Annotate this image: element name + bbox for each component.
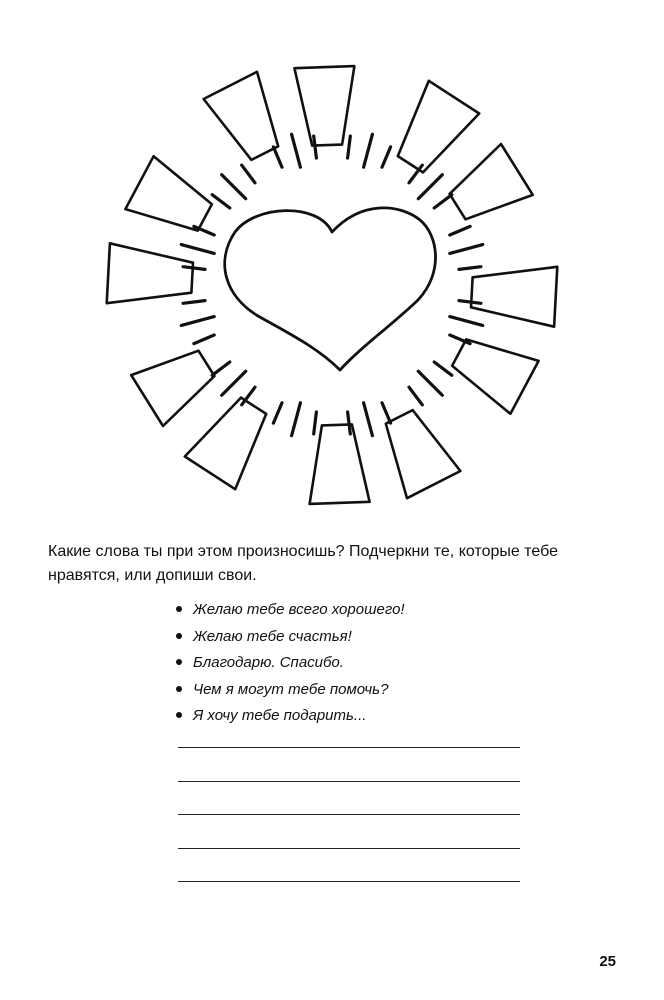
answer-line[interactable]: [178, 747, 520, 748]
answer-line[interactable]: [178, 881, 520, 882]
sun-dash-stroke: [222, 175, 246, 199]
sun-dash-stroke: [292, 403, 301, 436]
sun-dash-stroke: [434, 362, 452, 375]
question-text: Какие слова ты при этом произносишь? Подчеркни те, которые тебе нравятся, или допиши свои.: [48, 543, 558, 584]
sun-ray: [185, 398, 266, 490]
sun-dash-stroke: [181, 245, 214, 254]
sun-dash-stroke: [183, 301, 205, 304]
sun-dash-stroke: [242, 165, 255, 183]
sun-ray: [294, 66, 354, 146]
sun-dash-stroke: [212, 362, 230, 375]
bullet-icon: [176, 633, 182, 639]
phrase-text[interactable]: Благодарю. Спасибо.: [193, 654, 344, 671]
sun-dash-stroke: [292, 134, 301, 167]
sun-dash-stroke: [364, 134, 373, 167]
sun-dash-stroke: [273, 147, 282, 167]
sun-dash-stroke: [418, 175, 442, 199]
sun-dash-strokes: [181, 134, 482, 435]
sun-dash-stroke: [434, 195, 452, 208]
sun-dash-stroke: [212, 195, 230, 208]
phrase-text[interactable]: Желаю тебе всего хорошего!: [193, 601, 405, 618]
sun-ray: [310, 424, 370, 504]
phrase-text[interactable]: Чем я могут тебе помочь?: [193, 680, 389, 698]
sun-ray: [386, 410, 461, 498]
sun-dash-stroke: [418, 371, 442, 395]
sun-dash-stroke: [459, 267, 481, 270]
sun-dash-stroke: [459, 301, 481, 304]
sun-dash-stroke: [314, 412, 317, 434]
sun-dash-stroke: [194, 335, 214, 344]
answer-line[interactable]: [178, 781, 520, 782]
sun-dash-stroke: [409, 387, 422, 405]
sun-dash-stroke: [382, 403, 391, 423]
sun-ray: [450, 144, 533, 219]
sun-dash-stroke: [181, 317, 214, 326]
sun-ray: [471, 267, 557, 327]
sun-ray: [452, 339, 538, 413]
page-number: 25: [599, 953, 616, 970]
sun-dash-stroke: [273, 403, 282, 423]
sun-dash-stroke: [222, 371, 246, 395]
sun-ray: [204, 72, 279, 160]
bullet-icon: [176, 686, 182, 692]
phrase-item: [176, 650, 405, 677]
sun-ray: [125, 156, 211, 230]
phrase-text[interactable]: Желаю тебе счастья!: [193, 627, 352, 645]
phrase-text[interactable]: Я хочу тебе подарить...: [193, 707, 367, 724]
heart-shape: [225, 208, 436, 370]
answer-lines: [178, 747, 520, 915]
answer-line[interactable]: [178, 814, 520, 815]
bullet-icon: [176, 606, 182, 612]
sun-dash-stroke: [314, 136, 317, 158]
sun-ray: [398, 81, 479, 173]
sun-dash-stroke: [450, 317, 483, 326]
sun-rays: [107, 66, 558, 504]
answer-line[interactable]: [178, 848, 520, 849]
sun-dash-stroke: [348, 412, 351, 434]
phrase-item: [176, 624, 405, 651]
sun-ray: [131, 351, 214, 426]
sun-dash-stroke: [450, 245, 483, 254]
phrase-item: [176, 597, 405, 624]
phrase-item: [176, 703, 405, 730]
sun-ray: [107, 243, 193, 303]
bullet-icon: [176, 712, 182, 718]
sun-dash-stroke: [183, 267, 205, 270]
phrase-list: [176, 597, 405, 730]
sun-dash-stroke: [348, 136, 351, 158]
sun-dash-stroke: [382, 147, 391, 167]
sun-dash-stroke: [450, 226, 470, 235]
bullet-icon: [176, 659, 182, 665]
phrase-item: [176, 677, 405, 704]
sun-dash-stroke: [364, 403, 373, 436]
